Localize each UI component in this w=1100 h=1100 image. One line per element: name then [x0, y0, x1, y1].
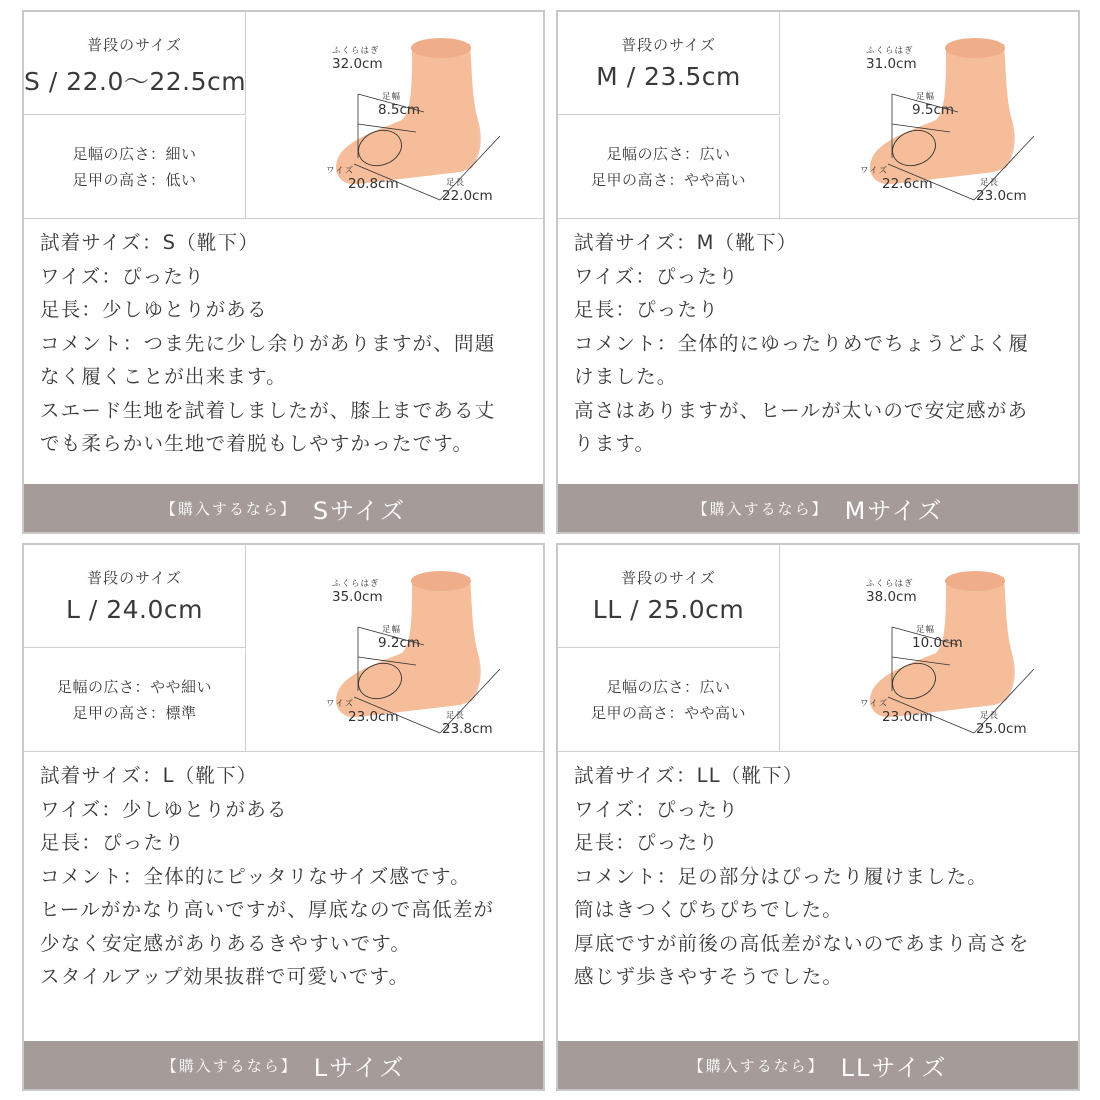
- foot-width-value: 9.2cm: [378, 635, 421, 651]
- foot-length-label: 足長: [446, 178, 466, 188]
- calf-value: 35.0cm: [332, 589, 383, 605]
- comment-line: 感じず歩きやすそうでした。: [574, 965, 844, 988]
- foot-width-attribute: 足幅の広さ：細い: [72, 145, 197, 163]
- wise-value: 23.0cm: [348, 709, 399, 725]
- comment-line: 足長：ぴったり: [40, 831, 185, 854]
- foot-length-label: 足長: [980, 178, 1000, 188]
- comment-line: ヒールがかなり高いですが、厚底なので高低差が: [40, 898, 495, 921]
- usual-size-box: [24, 12, 246, 115]
- recommendation-banner: [558, 484, 1078, 532]
- usual-size-label: 普段のサイズ: [87, 569, 182, 587]
- foot-measurement-figure: [780, 12, 1078, 218]
- calf-label: ふくらはぎ: [332, 579, 380, 589]
- foot-length-value: 23.0cm: [976, 188, 1027, 204]
- usual-size-box: [558, 12, 780, 115]
- wise-value: 20.8cm: [348, 176, 399, 192]
- wise-label: ワイズ: [860, 166, 889, 176]
- calf-opening: [411, 38, 471, 58]
- calf-label: ふくらはぎ: [866, 46, 914, 56]
- calf-opening: [945, 571, 1005, 591]
- recommendation-prefix: 【購入するなら】: [161, 1056, 298, 1075]
- recommended-size: Mサイズ: [844, 496, 944, 525]
- usual-size-label: 普段のサイズ: [621, 569, 716, 587]
- wise-value: 22.6cm: [882, 176, 933, 192]
- comment-line: 足長：ぴったり: [574, 831, 719, 854]
- wise-value: 23.0cm: [882, 709, 933, 725]
- foot-length-value: 22.0cm: [442, 188, 493, 204]
- foot-width-attribute: 足幅の広さ：広い: [606, 145, 731, 163]
- comment-line: スタイルアップ効果抜群で可愛いです。: [40, 965, 410, 988]
- size-review-card-4: [556, 543, 1080, 1091]
- foot-attributes: [558, 649, 780, 751]
- review-comments: [558, 218, 1078, 461]
- foot-width-value: 9.5cm: [912, 102, 955, 118]
- comment-line: 試着サイズ：S（靴下）: [40, 231, 260, 254]
- comment-line: 少なく安定感がありあるきやすいです。: [40, 931, 412, 955]
- recommended-size: LLサイズ: [840, 1053, 948, 1082]
- recommended-size: Lサイズ: [313, 1053, 406, 1082]
- usual-size-label: 普段のサイズ: [621, 36, 716, 54]
- usual-size-value: M / 23.5cm: [596, 62, 741, 91]
- wise-label: ワイズ: [326, 166, 355, 176]
- calf-value: 32.0cm: [332, 56, 383, 72]
- calf-value: 31.0cm: [866, 56, 917, 72]
- comment-line: なく履くことが出来ます。: [40, 365, 287, 388]
- comment-line: コメント：全体的にゆったりめでちょうどよく履: [574, 331, 1030, 355]
- recommendation-prefix: 【購入するなら】: [692, 499, 829, 518]
- calf-opening: [945, 38, 1005, 58]
- comment-line: 厚底ですが前後の高低差がないのであまり高さを: [574, 931, 1030, 955]
- foot-width-value: 8.5cm: [378, 102, 421, 118]
- foot-length-label: 足長: [446, 711, 466, 721]
- comment-line: ワイズ：ぴったり: [40, 264, 205, 288]
- instep-height-attribute: 足甲の高さ：低い: [72, 171, 197, 189]
- comment-line: 試着サイズ：L（靴下）: [40, 764, 258, 787]
- recommended-size: Sサイズ: [312, 496, 407, 525]
- calf-value: 38.0cm: [866, 589, 917, 605]
- review-comments: [558, 751, 1078, 994]
- comment-line: 高さはありますが、ヒールが太いので安定感があ: [574, 398, 1029, 422]
- instep-height-attribute: 足甲の高さ：やや高い: [590, 704, 746, 722]
- foot-width-label: 足幅: [916, 92, 936, 102]
- recommendation-prefix: 【購入するなら】: [688, 1056, 825, 1075]
- foot-width-attribute: 足幅の広さ：やや細い: [56, 678, 212, 696]
- comment-line: コメント：つま先に少し余りがありますが、問題: [40, 331, 496, 355]
- size-review-card-3: [22, 543, 545, 1091]
- foot-width-value: 10.0cm: [912, 635, 963, 651]
- foot-length-label: 足長: [980, 711, 1000, 721]
- comment-line: 筒はきつくぴちぴちでした。: [574, 898, 843, 921]
- comment-line: けました。: [574, 365, 678, 388]
- calf-label: ふくらはぎ: [866, 579, 914, 589]
- comment-line: スエード生地を試着しましたが、膝上まである丈: [40, 398, 496, 422]
- usual-size-box: [558, 545, 780, 648]
- recommendation-prefix: 【購入するなら】: [160, 499, 297, 518]
- comment-line: ワイズ：少しゆとりがある: [40, 797, 288, 821]
- comment-line: 足長：少しゆとりがある: [40, 298, 268, 321]
- foot-measurement-figure: [246, 12, 544, 218]
- instep-height-attribute: 足甲の高さ：やや高い: [590, 171, 746, 189]
- wise-label: ワイズ: [326, 699, 355, 709]
- comment-line: ります。: [574, 432, 656, 455]
- usual-size-value: S / 22.0〜22.5cm: [24, 67, 247, 96]
- usual-size-value: LL / 25.0cm: [592, 595, 745, 624]
- recommendation-banner: [24, 1041, 543, 1089]
- recommendation-banner: [558, 1041, 1078, 1089]
- foot-attributes: [24, 649, 246, 751]
- comment-line: 試着サイズ：M（靴下）: [574, 231, 798, 254]
- usual-size-label: 普段のサイズ: [87, 36, 182, 54]
- review-comments: [24, 218, 543, 461]
- foot-width-label: 足幅: [382, 625, 402, 635]
- review-comments: [24, 751, 543, 994]
- foot-width-label: 足幅: [916, 625, 936, 635]
- calf-label: ふくらはぎ: [332, 46, 380, 56]
- calf-opening: [411, 571, 471, 591]
- foot-attributes: [24, 116, 246, 218]
- comment-line: でも柔らかい生地で着脱もしやすかったです。: [40, 432, 474, 455]
- usual-size-value: L / 24.0cm: [65, 595, 203, 624]
- foot-measurement-figure: [246, 545, 544, 751]
- comment-line: 足長：ぴったり: [574, 298, 719, 321]
- wise-label: ワイズ: [860, 699, 889, 709]
- comment-line: コメント：全体的にピッタリなサイズ感です。: [40, 864, 471, 888]
- comment-line: 試着サイズ：LL（靴下）: [574, 764, 804, 787]
- foot-measurement-figure: [780, 545, 1078, 751]
- size-review-card-1: [22, 10, 545, 534]
- recommendation-banner: [24, 484, 543, 532]
- instep-height-attribute: 足甲の高さ：標準: [72, 704, 197, 722]
- foot-width-attribute: 足幅の広さ：広い: [606, 678, 731, 696]
- foot-width-label: 足幅: [382, 92, 402, 102]
- comment-line: ワイズ：ぴったり: [574, 264, 739, 288]
- usual-size-box: [24, 545, 246, 648]
- foot-length-value: 25.0cm: [976, 721, 1027, 737]
- foot-length-value: 23.8cm: [442, 721, 493, 737]
- foot-attributes: [558, 116, 780, 218]
- comment-line: ワイズ：ぴったり: [574, 797, 739, 821]
- size-review-card-2: [556, 10, 1080, 534]
- comment-line: コメント：足の部分はぴったり履けました。: [574, 864, 989, 888]
